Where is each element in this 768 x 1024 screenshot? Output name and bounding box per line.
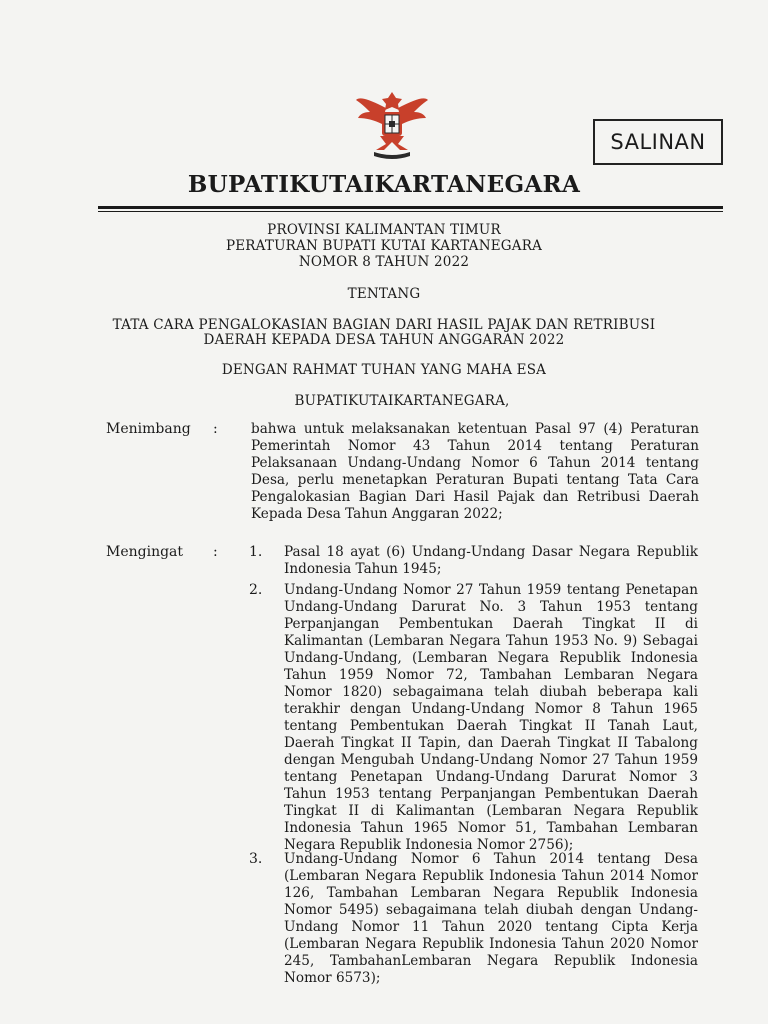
header-divider-thin bbox=[98, 211, 723, 212]
regulation-number: NOMOR 8 TAHUN 2022 bbox=[298, 254, 470, 270]
issuer-line: BUPATIKUTAIKARTANEGARA, bbox=[294, 393, 510, 409]
header-divider bbox=[98, 206, 723, 209]
tentang-label: TENTANG bbox=[347, 286, 421, 302]
garuda-emblem-icon bbox=[352, 86, 432, 166]
regulation-line: PERATURAN BUPATI KUTAI KARTANEGARA bbox=[225, 238, 543, 254]
menimbang-colon: : bbox=[213, 421, 218, 437]
menimbang-label: Menimbang bbox=[106, 421, 191, 437]
menimbang-text: bahwa untuk melaksanakan ketentuan Pasal 97 (4) Peraturan Pemerintah Nomor 43 Tahun 2014 tentang Peraturan Pelaksanaan Undang-Undang Nomor 6 Tahun 2014 tentang Desa, perlu menetapkan Peraturan Bupati tentang Tata Cara Pengalokasian Bagian Dari Hasil Pajak dan Retribusi Daerah Kepada Desa Tahun Anggaran 2022; bbox=[251, 421, 699, 522]
rahmat-line: DENGAN RAHMAT TUHAN YANG MAHA ESA bbox=[221, 362, 547, 378]
list-item-text: Undang-Undang Nomor 27 Tahun 1959 tentang Penetapan Undang-Undang Darurat No. 3 Tahun 1953 tentang Perpanjangan Pembentukan Daerah Tingkat II di Kalimantan (Lembaran Negara Tahun 1953 No. 9) Sebagai Undang-Undang, (Lembaran Negara Republik Indonesia Tahun 1959 Nomor 72, Tambahan Lembaran Negara Nomor 1820) sebagaimana telah diubah beberapa kali terakhir dengan Undang-Undang Nomor 8 Tahun 1965 tentang Pembentukan Daerah Tingkat II Tanah Laut, Daerah Tingkat II Tapin, dan Daerah Tingkat II Tabalong dengan Mengubah Undang-Undang Nomor 27 Tahun 1959 tentang Penetapan Undang-Undang Darurat Nomor 3 Tahun 1953 tentang Perpanjangan Pembentukan Daerah Tingkat II di Kalimantan (Lembaran Negara Republik Indonesia Tahun 1965 Nomor 51, Tambahan Lembaran Negara Republik Indonesia Nomor 2756); bbox=[284, 582, 698, 853]
list-item-number: 2. bbox=[249, 582, 263, 598]
subject-line-1: TATA CARA PENGALOKASIAN BAGIAN DARI HASIL PAJAK DAN RETRIBUSI bbox=[112, 317, 656, 333]
salinan-stamp: SALINAN bbox=[593, 119, 723, 165]
list-item-number: 3. bbox=[249, 851, 263, 867]
list-item-text: Undang-Undang Nomor 6 Tahun 2014 tentang Desa (Lembaran Negara Republik Indonesia Tahun 2014 Nomor 126, Tambahan Lembaran Negara Republik Indonesia Nomor 5495) sebagaimana telah diubah dengan Undang-Undang Nomor 11 Tahun 2020 tentang Cipta Kerja (Lembaran Negara Republik Indonesia Tahun 2020 Nomor 245, TambahanLembaran Negara Republik Indonesia Nomor 6573); bbox=[284, 851, 698, 986]
mengingat-colon: : bbox=[213, 544, 218, 560]
subject-line-2: DAERAH KEPADA DESA TAHUN ANGGARAN 2022 bbox=[203, 332, 565, 348]
list-item-text: Pasal 18 ayat (6) Undang-Undang Dasar Negara Republik Indonesia Tahun 1945; bbox=[284, 544, 698, 577]
province-line: PROVINSI KALIMANTAN TIMUR bbox=[267, 222, 501, 238]
mengingat-label: Mengingat bbox=[106, 544, 184, 560]
list-item-number: 1. bbox=[249, 544, 263, 560]
regent-title: BUPATIKUTAIKARTANEGARA bbox=[187, 171, 581, 198]
